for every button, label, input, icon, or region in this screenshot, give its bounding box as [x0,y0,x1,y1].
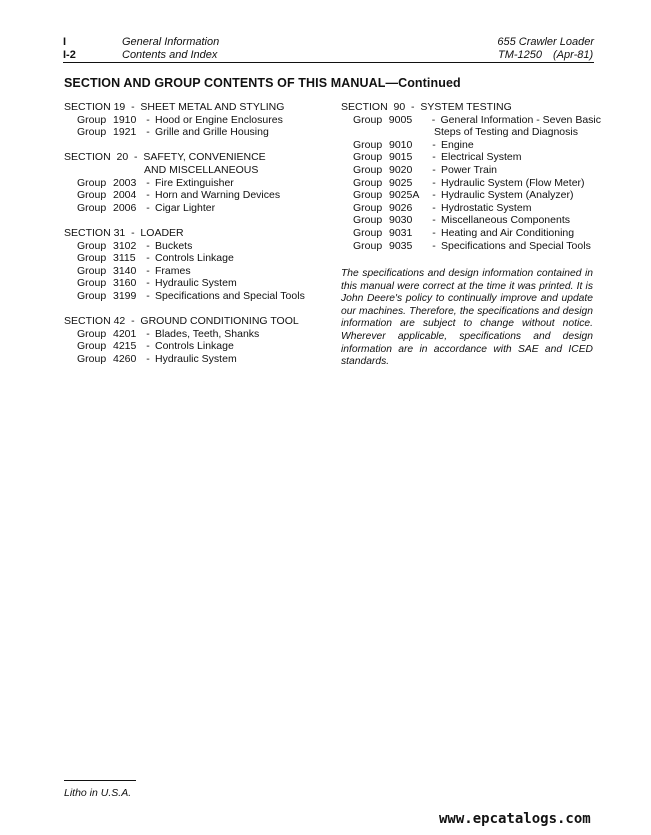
specifications-notice: The specifications and design information contained in this manual were correct at the time it was printed. It is John Deere's policy to continually improve and update our machines. Therefore, the specifications and design information are subject to change without notice. Wherever applicable, specifications and design information are in accordance with SAE and ICED standards. [341,268,593,368]
group-entry [341,177,601,190]
watermark: www.epcatalogs.com [439,811,591,827]
group-entry [341,240,601,253]
group-title: Grille and Grille Housing [155,126,269,139]
group-entry [64,240,334,253]
section-spacer [64,139,334,152]
group-entry [64,126,334,139]
group-dash: - [146,327,150,340]
group-title: Controls Linkage [155,340,234,353]
group-title: Hydraulic System (Flow Meter) [441,176,585,189]
footer-rule [64,780,136,781]
header-rule [63,62,594,63]
group-dash: - [432,138,436,151]
page-title: Contents and Index [122,49,218,61]
group-entry [64,328,334,341]
group-number: 9035 [389,239,413,252]
page-number: I-2 [63,49,76,61]
group-entry [64,340,334,353]
group-dash: - [146,352,150,365]
group-entry [64,189,334,202]
group-entry [341,114,601,127]
group-entry [341,227,601,240]
group-title: Power Train [441,163,498,176]
group-label: Group [77,289,107,302]
group-number: 3102 [113,239,137,252]
group-entry [64,277,334,290]
group-number: 4201 [113,327,137,340]
group-title: Hydraulic System [155,352,237,365]
group-entry [64,202,334,215]
group-label: Group [353,189,383,202]
group-title: Hydrostatic System [441,201,532,214]
group-label: Group [353,226,383,239]
manual-date: (Apr-81) [553,49,594,61]
group-dash: - [146,340,150,353]
group-title: General Information - Seven Basic [440,113,601,126]
group-entry [64,290,334,303]
group-label: Group [77,201,107,214]
group-entry [64,353,334,366]
group-dash: - [146,252,150,265]
group-title: Blades, Teeth, Shanks [155,327,260,340]
group-label: Group [353,214,383,227]
group-entry [341,151,601,164]
group-label: Group [77,113,107,126]
group-label: Group [77,277,107,290]
group-label: Group [77,264,107,277]
group-title-continued: Steps of Testing and Diagnosis [434,126,578,139]
section-heading: SECTION 31 - LOADER [64,226,184,239]
group-label: Group [77,340,107,353]
group-entry [64,265,334,278]
group-dash: - [431,113,436,126]
group-dash: - [432,189,436,202]
group-dash: - [432,239,436,252]
group-title: Hydraulic System [155,277,237,290]
section-title: General Information [122,36,220,48]
group-entry [64,114,334,127]
group-entry [341,214,601,227]
group-dash: - [146,189,150,202]
group-title: Horn and Warning Devices [155,189,281,202]
group-number: 2003 [113,176,137,189]
group-title: Heating and Air Conditioning [441,226,575,239]
manual-id: TM-1250 [498,49,543,61]
group-label: Group [353,151,383,164]
group-dash: - [146,201,150,214]
group-title: Controls Linkage [155,252,234,265]
group-title: Miscellaneous Components [441,214,570,227]
group-title: Frames [155,264,191,277]
group-dash: - [146,239,150,252]
group-dash: - [432,163,436,176]
group-label: Group [77,176,107,189]
group-title: Specifications and Special Tools [155,289,305,302]
group-number: 4260 [113,352,137,365]
group-number: 9025 [389,176,413,189]
group-title: Buckets [155,239,193,252]
group-entry [341,189,601,202]
group-label: Group [77,252,107,265]
group-number: 9020 [389,163,413,176]
section-heading: SECTION 19 - SHEET METAL AND STYLING [64,101,285,113]
page-heading: SECTION AND GROUP CONTENTS OF THIS MANUAL—Continued [64,76,461,90]
group-number: 9026 [389,201,413,214]
group-number: 9030 [389,214,413,227]
group-title: Engine [441,138,474,151]
group-number: 1910 [113,113,137,126]
group-dash: - [432,201,436,214]
group-label: Group [353,176,383,189]
group-number: 3160 [113,277,137,290]
group-dash: - [432,176,436,189]
group-number: 3140 [113,264,137,277]
group-label: Group [77,239,107,252]
section-heading-continued: AND MISCELLANEOUS [144,163,259,176]
group-number: 3199 [113,289,137,302]
group-title: Specifications and Special Tools [441,239,591,252]
section-heading: SECTION 20 - SAFETY, CONVENIENCE [64,151,266,164]
section-spacer [64,303,334,316]
group-entry [64,177,334,190]
section-spacer [64,214,334,227]
group-number: 2004 [113,189,137,202]
group-dash: - [432,151,436,164]
group-label: Group [353,138,383,151]
left-contents-column [64,101,334,365]
group-number: 9015 [389,151,413,164]
group-number: 4215 [113,340,137,353]
group-label: Group [353,239,383,252]
group-title: Hood or Engine Enclosures [155,113,283,126]
group-title: Electrical System [441,151,522,164]
group-dash: - [146,126,150,139]
group-label: Group [77,189,107,202]
group-entry [341,139,601,152]
group-number: 2006 [113,201,137,214]
litho-note: Litho in U.S.A. [64,787,132,799]
group-entry [341,164,601,177]
group-dash: - [146,176,150,189]
group-label: Group [77,126,107,139]
section-heading: SECTION 90 - SYSTEM TESTING [341,101,512,113]
group-dash: - [146,264,150,277]
group-number: 9025A [389,189,420,202]
group-label: Group [353,113,383,126]
group-number: 9005 [388,113,413,126]
group-dash: - [432,226,436,239]
group-number: 1921 [113,126,137,139]
group-title: Cigar Lighter [155,201,216,214]
group-label: Group [353,201,383,214]
group-number: 3115 [113,252,136,265]
group-label: Group [353,163,383,176]
right-contents-column [341,101,601,252]
group-dash: - [146,277,150,290]
group-title: Hydraulic System (Analyzer) [441,189,574,202]
machine-name: 655 Crawler Loader [497,36,594,48]
section-number: I [63,36,67,48]
group-dash: - [146,113,150,126]
group-number: 9010 [389,138,413,151]
group-number: 9031 [389,226,413,239]
section-heading: SECTION 42 - GROUND CONDITIONING TOOL [64,315,299,328]
group-title: Fire Extinguisher [155,176,234,189]
group-entry [341,202,601,215]
group-entry [64,252,334,265]
group-dash: - [432,214,436,227]
group-dash: - [146,289,150,302]
group-label: Group [77,352,107,365]
group-label: Group [77,327,107,340]
